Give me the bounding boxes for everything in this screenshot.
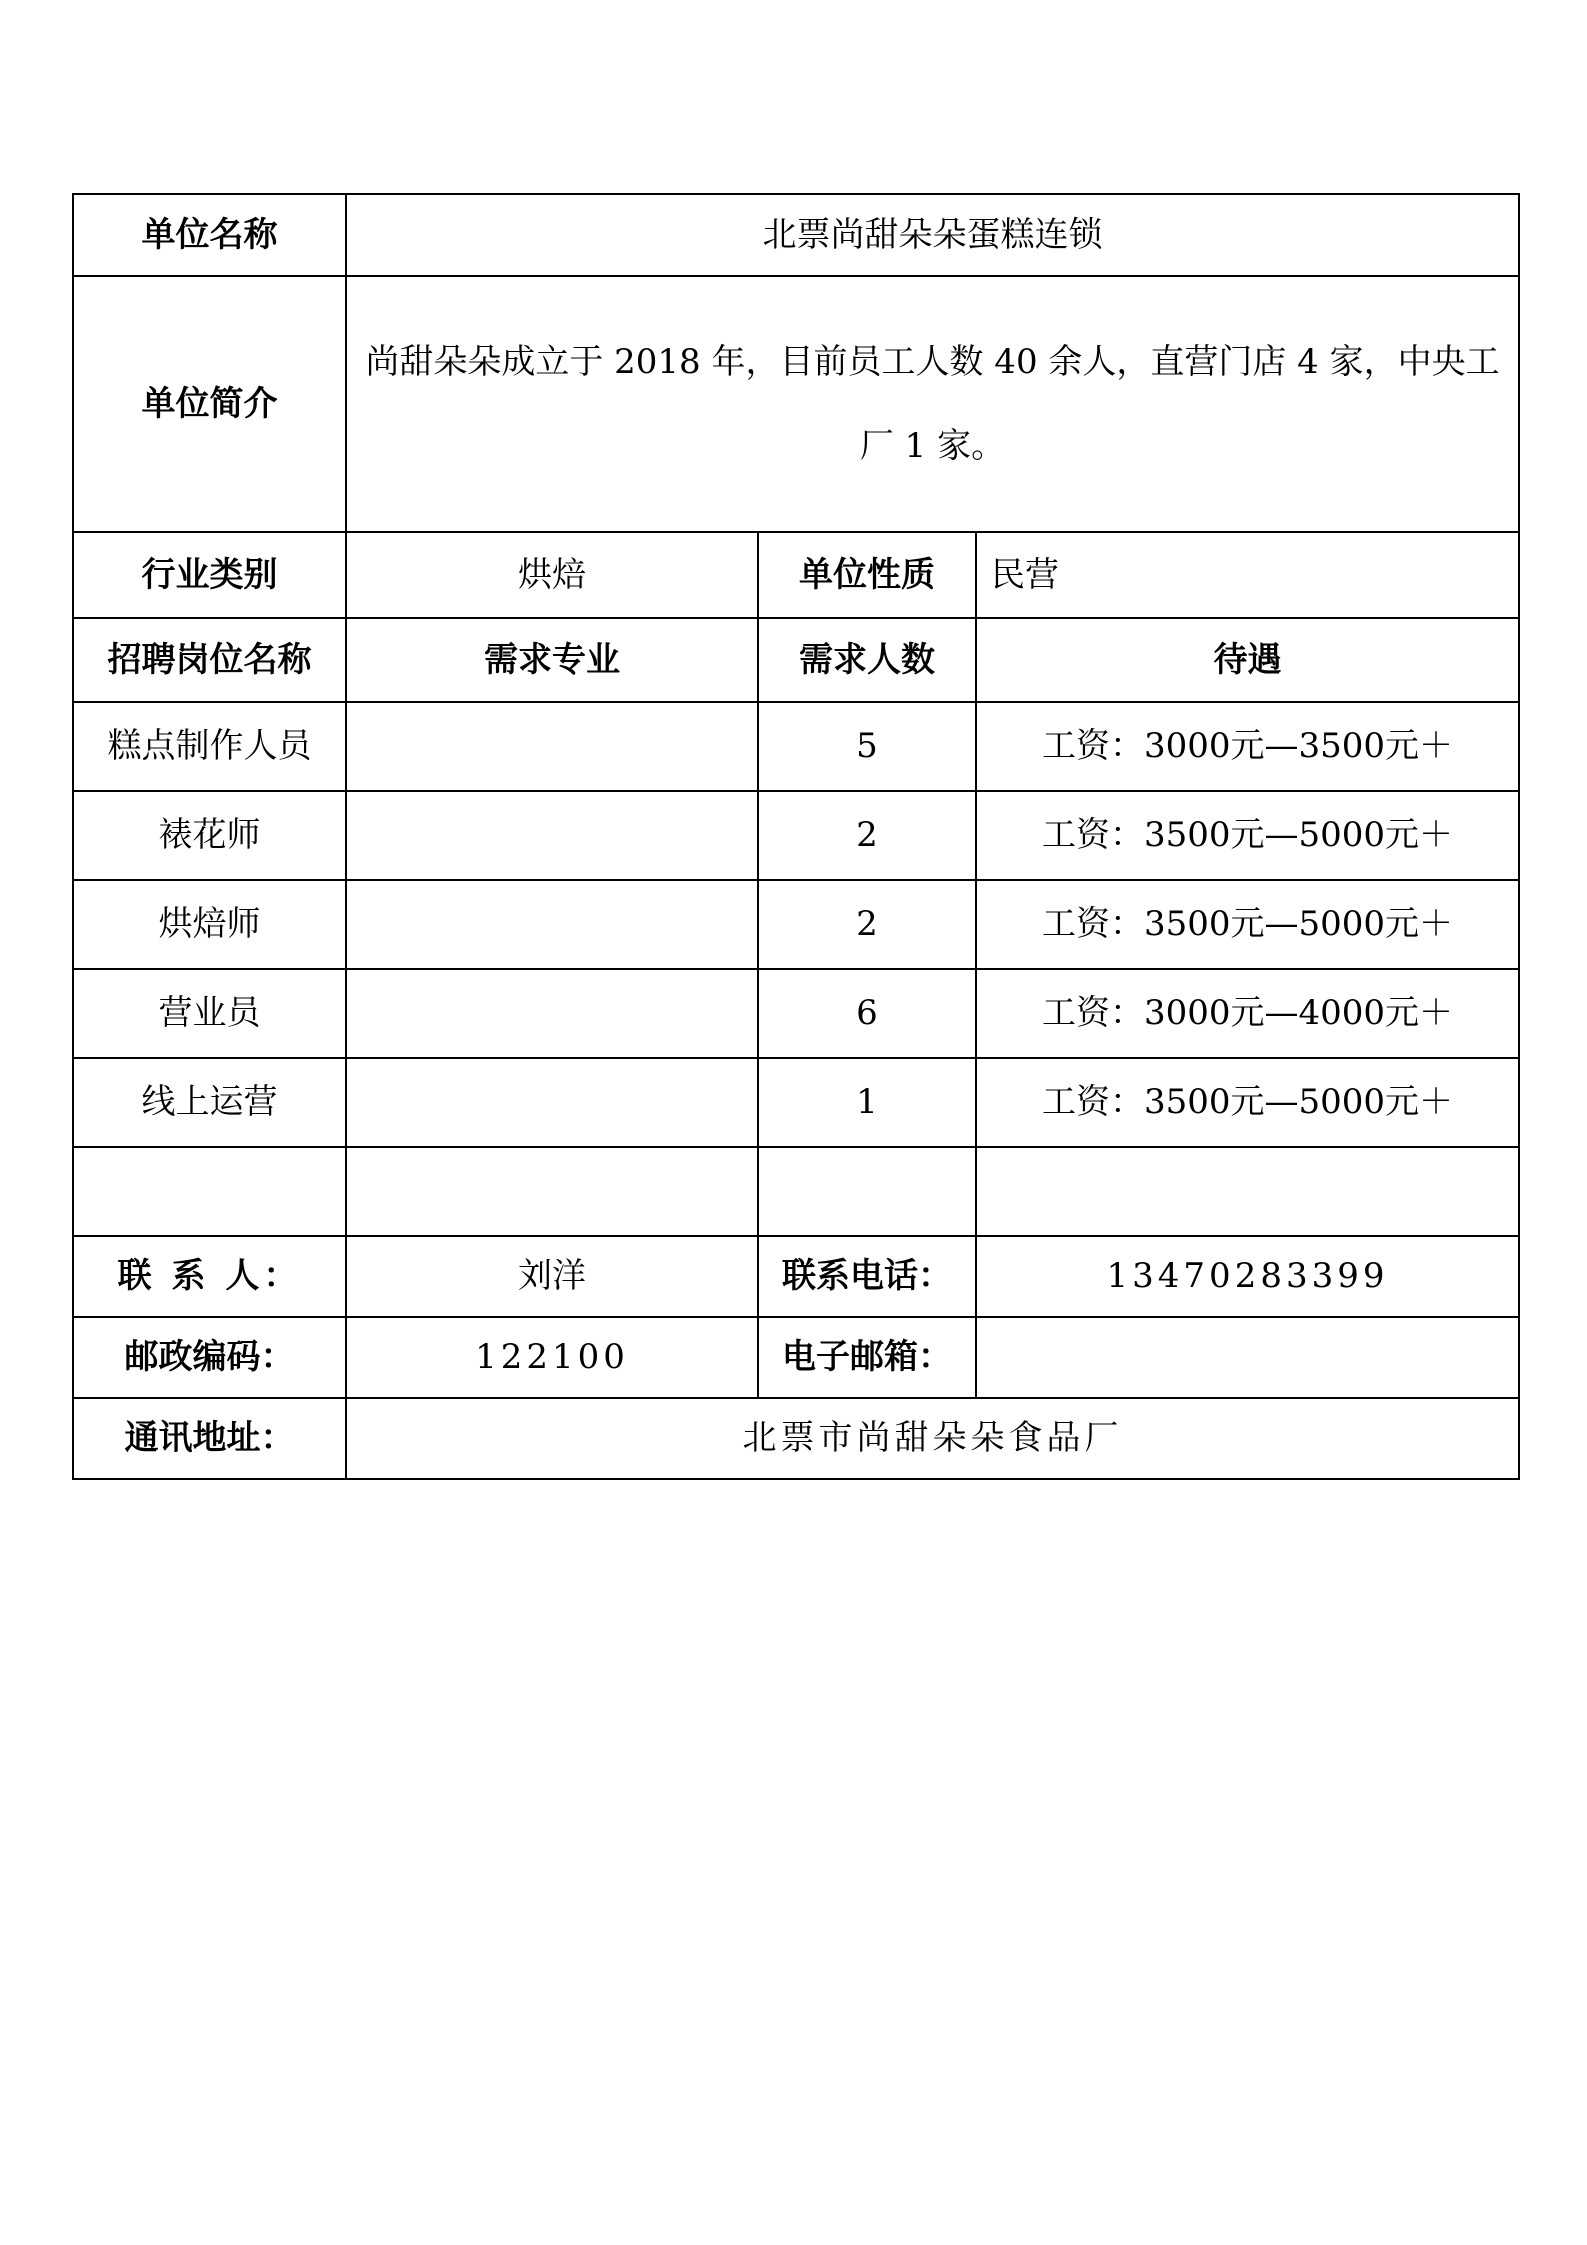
job-pay: 工资：3500元—5000元＋ bbox=[976, 880, 1519, 969]
nature-value: 民营 bbox=[976, 532, 1519, 618]
contact-phone-value: 13470283399 bbox=[976, 1236, 1519, 1317]
header-pay: 待遇 bbox=[976, 618, 1519, 702]
job-count: 2 bbox=[758, 791, 976, 880]
table-row bbox=[73, 1147, 1519, 1236]
table-row bbox=[73, 791, 1519, 880]
job-major bbox=[346, 880, 758, 969]
table-row bbox=[73, 1058, 1519, 1147]
industry-row bbox=[73, 532, 1519, 618]
table-row bbox=[73, 969, 1519, 1058]
address-row bbox=[73, 1398, 1519, 1479]
job-count: 1 bbox=[758, 1058, 976, 1147]
address-value: 北票市尚甜朵朵食品厂 bbox=[346, 1398, 1519, 1479]
contact-phone-label: 联系电话： bbox=[758, 1236, 976, 1317]
recruitment-form-table bbox=[72, 193, 1520, 1480]
industry-label: 行业类别 bbox=[73, 532, 346, 618]
header-major: 需求专业 bbox=[346, 618, 758, 702]
job-major bbox=[346, 702, 758, 791]
job-title bbox=[73, 1147, 346, 1236]
address-label: 通讯地址： bbox=[73, 1398, 346, 1479]
job-title: 线上运营 bbox=[73, 1058, 346, 1147]
contact-person-value: 刘洋 bbox=[346, 1236, 758, 1317]
job-pay: 工资：3500元—5000元＋ bbox=[976, 1058, 1519, 1147]
job-pay: 工资：3500元—5000元＋ bbox=[976, 791, 1519, 880]
company-intro-row bbox=[73, 276, 1519, 532]
job-major bbox=[346, 1058, 758, 1147]
jobs-header-row bbox=[73, 618, 1519, 702]
postcode-row bbox=[73, 1317, 1519, 1398]
job-major bbox=[346, 1147, 758, 1236]
job-pay: 工资：3000元—3500元＋ bbox=[976, 702, 1519, 791]
company-name-label: 单位名称 bbox=[73, 194, 346, 276]
job-pay: 工资：3000元—4000元＋ bbox=[976, 969, 1519, 1058]
job-title: 裱花师 bbox=[73, 791, 346, 880]
job-major bbox=[346, 791, 758, 880]
industry-value: 烘焙 bbox=[346, 532, 758, 618]
email-label: 电子邮箱： bbox=[758, 1317, 976, 1398]
job-pay bbox=[976, 1147, 1519, 1236]
company-name-value: 北票尚甜朵朵蛋糕连锁 bbox=[346, 194, 1519, 276]
job-title: 营业员 bbox=[73, 969, 346, 1058]
email-value bbox=[976, 1317, 1519, 1398]
contact-row bbox=[73, 1236, 1519, 1317]
job-title: 烘焙师 bbox=[73, 880, 346, 969]
postcode-value: 122100 bbox=[346, 1317, 758, 1398]
job-count: 2 bbox=[758, 880, 976, 969]
header-job-title: 招聘岗位名称 bbox=[73, 618, 346, 702]
table-row bbox=[73, 880, 1519, 969]
table-row bbox=[73, 702, 1519, 791]
postcode-label: 邮政编码： bbox=[73, 1317, 346, 1398]
job-count bbox=[758, 1147, 976, 1236]
contact-person-label: 联 系 人： bbox=[73, 1236, 346, 1317]
company-intro-value: 尚甜朵朵成立于 2018 年，目前员工人数 40 余人，直营门店 4 家，中央工厂 1 家。 bbox=[346, 276, 1519, 532]
company-intro-label: 单位简介 bbox=[73, 276, 346, 532]
nature-label: 单位性质 bbox=[758, 532, 976, 618]
company-name-row bbox=[73, 194, 1519, 276]
job-major bbox=[346, 969, 758, 1058]
job-count: 5 bbox=[758, 702, 976, 791]
job-title: 糕点制作人员 bbox=[73, 702, 346, 791]
job-count: 6 bbox=[758, 969, 976, 1058]
header-count: 需求人数 bbox=[758, 618, 976, 702]
